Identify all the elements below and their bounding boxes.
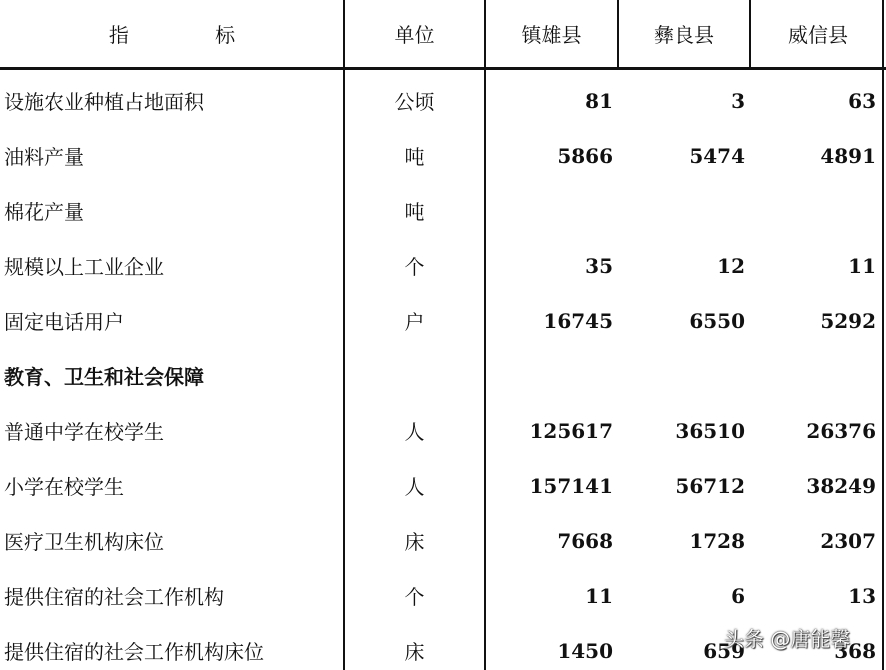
value-cell: 81 bbox=[585, 88, 613, 113]
value-cell: 11 bbox=[585, 583, 613, 608]
indicator-name: 规模以上工业企业 bbox=[4, 255, 164, 279]
value-cell bbox=[485, 183, 613, 238]
watermark: 头条 @唐能馨 bbox=[724, 627, 851, 651]
value-cell bbox=[750, 348, 876, 403]
indicator-name: 教育、卫生和社会保障 bbox=[4, 365, 204, 389]
table-row bbox=[0, 238, 886, 293]
value-cell: 2307 bbox=[820, 528, 876, 553]
unit-cell bbox=[344, 348, 485, 403]
value-cell: 56712 bbox=[675, 473, 745, 498]
unit-cell: 个 bbox=[404, 255, 425, 279]
header-unit: 单位 bbox=[394, 23, 435, 47]
value-cell: 16745 bbox=[543, 308, 613, 333]
value-cell: 26376 bbox=[806, 418, 876, 443]
section-header-row bbox=[0, 348, 886, 403]
unit-cell: 人 bbox=[404, 420, 425, 444]
unit-cell: 床 bbox=[404, 530, 425, 554]
value-cell: 13 bbox=[848, 583, 876, 608]
unit-cell: 吨 bbox=[404, 200, 425, 224]
table-row bbox=[0, 128, 886, 183]
value-cell: 368 bbox=[834, 638, 876, 663]
indicator-name: 提供住宿的社会工作机构 bbox=[4, 585, 224, 609]
value-cell: 12 bbox=[717, 253, 745, 278]
column-divider bbox=[749, 0, 751, 70]
value-cell bbox=[618, 183, 745, 238]
value-cell bbox=[485, 348, 613, 403]
value-cell: 157141 bbox=[529, 473, 613, 498]
value-cell: 6 bbox=[731, 583, 745, 608]
value-cell: 3 bbox=[731, 88, 745, 113]
value-cell: 36510 bbox=[675, 418, 745, 443]
value-cell bbox=[618, 348, 745, 403]
value-cell: 5474 bbox=[689, 143, 745, 168]
value-cell: 5866 bbox=[557, 143, 613, 168]
indicator-name: 小学在校学生 bbox=[4, 475, 124, 499]
unit-cell: 个 bbox=[404, 585, 425, 609]
table-row bbox=[0, 568, 886, 623]
indicator-name: 油料产量 bbox=[4, 145, 84, 169]
value-cell: 11 bbox=[848, 253, 876, 278]
header-county-zhenxiong: 镇雄县 bbox=[521, 23, 582, 47]
indicator-name: 医疗卫生机构床位 bbox=[4, 530, 164, 554]
table-row bbox=[0, 293, 886, 348]
table-header bbox=[0, 0, 886, 70]
unit-cell: 人 bbox=[404, 475, 425, 499]
value-cell: 5292 bbox=[820, 308, 876, 333]
value-cell: 6550 bbox=[689, 308, 745, 333]
table-row bbox=[0, 513, 886, 568]
indicator-name: 普通中学在校学生 bbox=[4, 420, 164, 444]
indicator-name: 棉花产量 bbox=[4, 200, 84, 224]
value-cell: 1450 bbox=[557, 638, 613, 663]
unit-cell: 吨 bbox=[404, 145, 425, 169]
unit-cell: 户 bbox=[404, 310, 425, 334]
column-divider bbox=[617, 0, 619, 70]
value-cell: 38249 bbox=[806, 473, 876, 498]
header-indicator: 指 标 bbox=[108, 23, 276, 47]
table-row bbox=[0, 183, 886, 238]
value-cell: 63 bbox=[848, 88, 876, 113]
value-cell: 4891 bbox=[820, 143, 876, 168]
value-cell: 125617 bbox=[529, 418, 613, 443]
table-row bbox=[0, 403, 886, 458]
table-row bbox=[0, 73, 886, 128]
value-cell bbox=[750, 183, 876, 238]
header-county-yiliang: 彝良县 bbox=[654, 23, 714, 47]
unit-cell: 床 bbox=[404, 640, 425, 664]
unit-cell: 公顷 bbox=[394, 90, 435, 114]
value-cell: 7668 bbox=[557, 528, 613, 553]
value-cell: 659 bbox=[703, 638, 745, 663]
value-cell: 35 bbox=[585, 253, 613, 278]
indicator-name: 提供住宿的社会工作机构床位 bbox=[4, 640, 264, 664]
header-county-weixin: 威信县 bbox=[788, 23, 848, 47]
indicator-name: 设施农业种植占地面积 bbox=[4, 90, 204, 114]
indicator-name: 固定电话用户 bbox=[4, 310, 124, 334]
value-cell: 1728 bbox=[689, 528, 745, 553]
table-row bbox=[0, 458, 886, 513]
